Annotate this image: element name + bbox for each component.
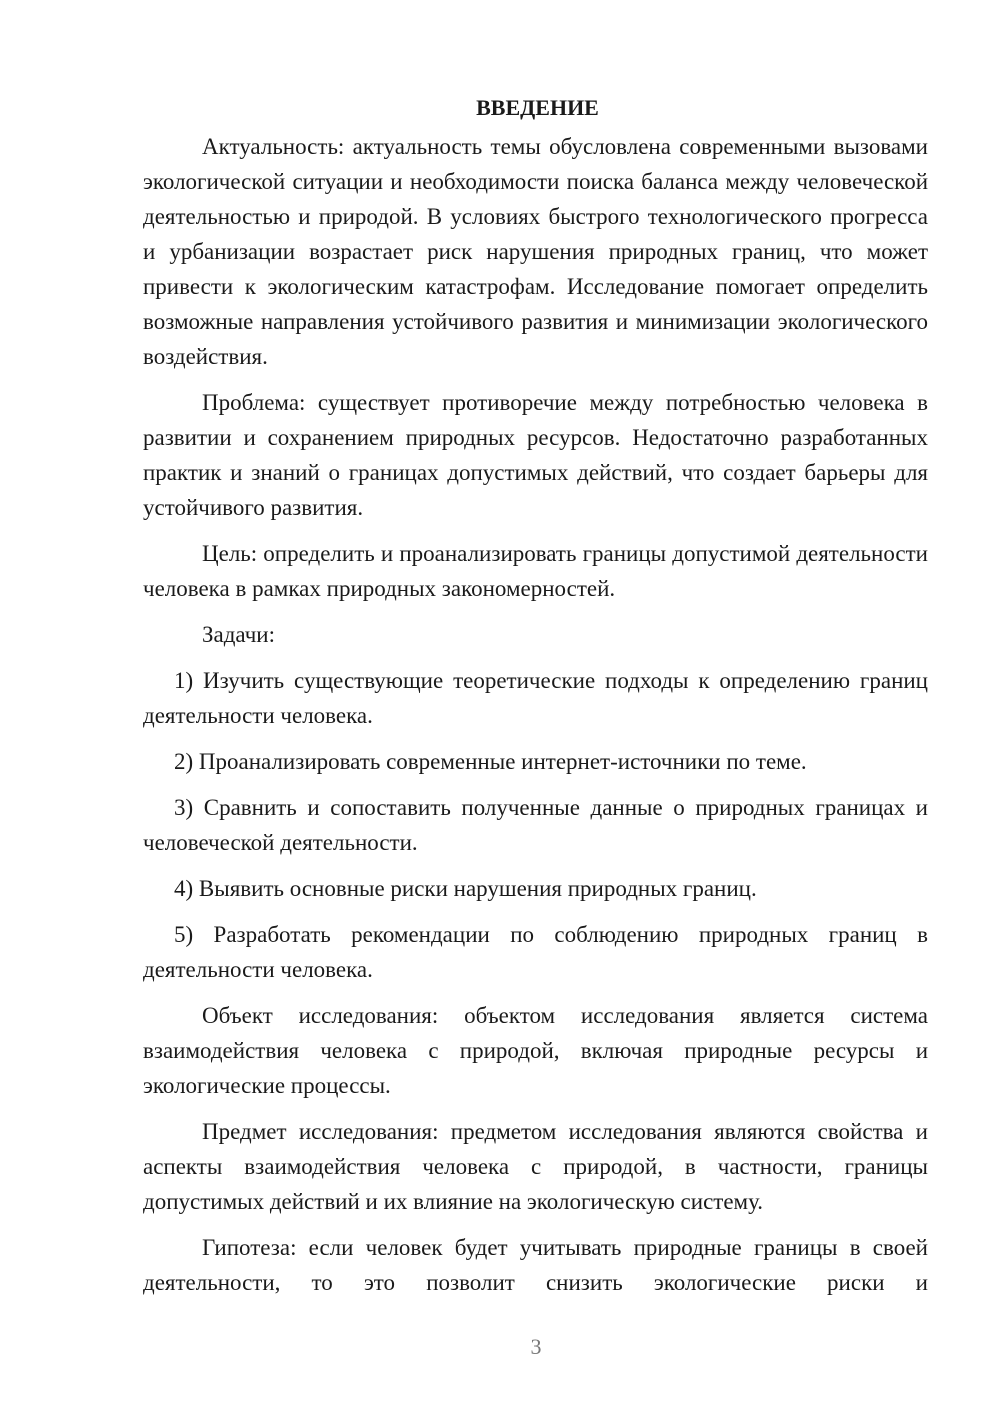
section-title: ВВЕДЕНИЕ — [476, 95, 599, 120]
paragraph-problem: Проблема: существует противоречие между потребностью человека в развитии и сохранением природных ресурсов. Недостаточно разработанных практик и знаний о границах допустимых действий, что создает барьеры для устойчивого развития. — [143, 390, 928, 520]
paragraph-subject: Предмет исследования: предметом исследования являются свойства и аспекты взаимодействия человека с природой, в частности, границы допустимых действий и их влияние на экологическую систему. — [143, 1119, 928, 1214]
paragraph-hypothesis: Гипотеза: если человек будет учитывать природные границы в своей деятельности, то это позволит снизить экологические риски и — [143, 1235, 928, 1295]
paragraph-object: Объект исследования: объектом исследования является система взаимодействия человека с природой, включая природные ресурсы и экологические процессы. — [143, 1003, 928, 1098]
task-item-1: 1) Изучить существующие теоретические подходы к определению границ деятельности человека. — [143, 668, 928, 728]
task-item-4: 4) Выявить основные риски нарушения природных границ. — [174, 876, 757, 901]
task-item-5: 5) Разработать рекомендации по соблюдению природных границ в деятельности человека. — [143, 922, 928, 982]
task-item-3: 3) Сравнить и сопоставить полученные данные о природных границах и человеческой деятельности. — [143, 795, 928, 855]
task-item-2: 2) Проанализировать современные интернет-источники по теме. — [174, 749, 807, 774]
document-page — [143, 90, 928, 1311]
paragraph-relevance: Актуальность: актуальность темы обусловлена современными вызовами экологической ситуации и необходимости поиска баланса между человеческой деятельностью и природой. В условиях быстрого технологического прогресса и урбанизации возрастает риск нарушения природных границ, что может привести к экологическим катастрофам. Исследование помогает определить возможные направления устойчивого развития и минимизации экологического воздействия. — [143, 134, 928, 369]
paragraph-goal: Цель: определить и проанализировать границы допустимой деятельности человека в рамках природных закономерностей. — [143, 541, 928, 601]
page-number: 3 — [530, 1334, 542, 1359]
tasks-heading: Задачи: — [202, 622, 275, 647]
